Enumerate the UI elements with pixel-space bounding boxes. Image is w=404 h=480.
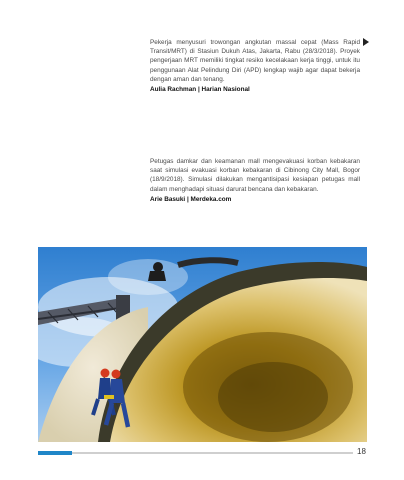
caption-2-credit: Arie Basuki | Merdeka.com <box>150 195 232 203</box>
caption-1-text: Pekerja menyusuri trowongan angkutan massal cepat (Mass Rapid Transit/MRT) di Stasiun Dukuh Atas, Jakarta, Rabu (28/3/2018). Proyek pengerjaan MRT memiliki tingkat resiko kecelakaan kerja tinggi, untuk itu penggunaan Alat Pelindung Diri (APD) lengkap wajib agar dapat bekerja dengan aman dan tenang. <box>150 39 360 83</box>
footer-divider <box>38 452 353 454</box>
rescue-photo-illustration <box>38 247 367 442</box>
rescue-photo <box>38 247 367 442</box>
caption-1-credit: Aulia Rachman | Harian Nasional <box>150 86 250 94</box>
caption-1 <box>150 38 360 94</box>
caption-2 <box>150 157 360 204</box>
footer-accent-bar <box>38 451 72 455</box>
play-arrow-icon[interactable] <box>363 38 369 46</box>
caption-2-text: Petugas damkar dan keamanan mall mengevakuasi korban kebakaran saat simulasi evakuasi korban kebakaran di Cibinong City Mall, Bogor (18/9/2018). Simulasi dilakukan mengantisipasi kesiapan petugas mall dalam menghadapi situasi darurat bencana dan kebakaran. <box>150 158 360 193</box>
page-number: 18 <box>357 447 366 456</box>
